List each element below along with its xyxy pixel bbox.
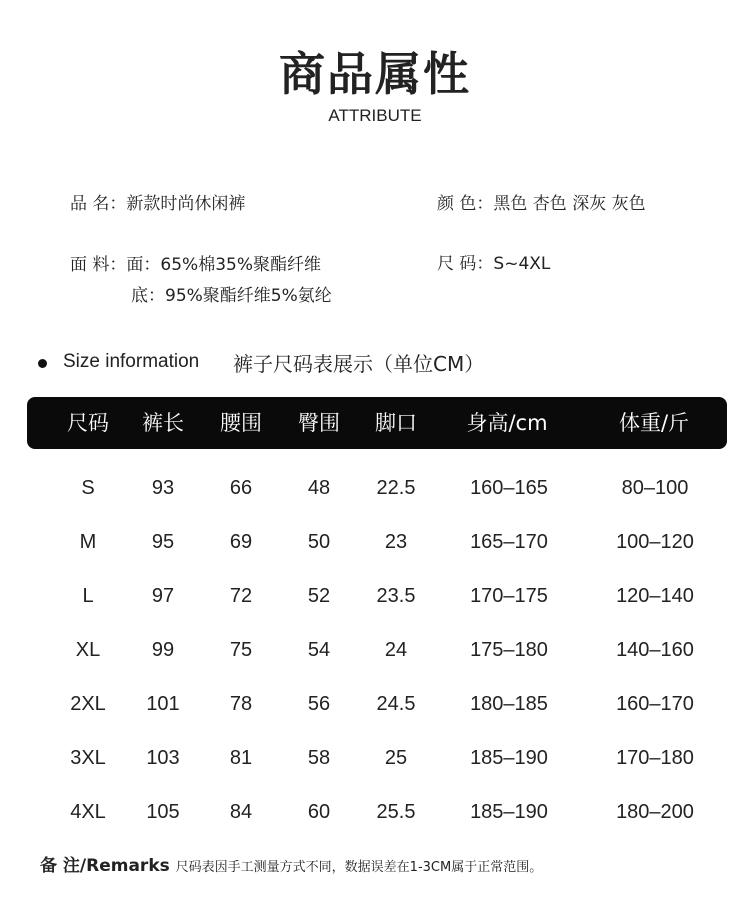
- cell-waist: 75: [229, 639, 253, 661]
- cell-height: 170–175: [470, 585, 548, 607]
- cell-weight: 80–100: [621, 477, 689, 499]
- cell-hem: 23: [384, 531, 408, 553]
- table-row: [0, 684, 750, 724]
- cell-height: 185–190: [470, 801, 548, 823]
- cell-length: 97: [151, 585, 175, 607]
- table-header: [27, 397, 727, 449]
- cell-height: 160–165: [470, 477, 548, 499]
- cell-size: 2XL: [70, 693, 106, 715]
- cell-length: 95: [151, 531, 175, 553]
- cell-waist: 72: [229, 585, 253, 607]
- cell-hip: 54: [307, 639, 331, 661]
- cell-hem: 25.5: [376, 801, 416, 823]
- attr-fabric-label: 面 料：: [70, 255, 127, 275]
- cell-length: 101: [146, 693, 180, 715]
- cell-waist: 81: [229, 747, 253, 769]
- cell-weight: 170–180: [616, 747, 694, 769]
- cell-size: 3XL: [70, 747, 106, 769]
- attr-color-value: 黑色 杏色 深灰 灰色: [493, 194, 646, 214]
- attr-name-value: 新款时尚休闲裤: [126, 194, 246, 214]
- header-cell-hip: 臀围: [298, 411, 340, 435]
- cell-waist: 84: [229, 801, 253, 823]
- cell-weight: 140–160: [616, 639, 694, 661]
- remarks: [40, 851, 542, 876]
- cell-size: 4XL: [70, 801, 106, 823]
- cell-height: 165–170: [470, 531, 548, 553]
- cell-hem: 24: [384, 639, 408, 661]
- attr-name-label: 品 名：: [70, 194, 127, 214]
- cell-size: S: [81, 477, 95, 499]
- cell-hem: 24.5: [376, 693, 416, 715]
- cell-waist: 78: [229, 693, 253, 715]
- cell-length: 99: [151, 639, 175, 661]
- cell-length: 103: [146, 747, 180, 769]
- table-row: [0, 738, 750, 778]
- header-cell-length: 裤长: [142, 411, 184, 435]
- cell-waist: 69: [229, 531, 253, 553]
- cell-length: 105: [146, 801, 180, 823]
- cell-weight: 160–170: [616, 693, 694, 715]
- attr-fabric-line1: 面：65%棉35%聚酯纤维: [126, 255, 321, 275]
- size-chart-title: 裤子尺码表展示（单位CM）: [233, 352, 485, 376]
- cell-size: XL: [75, 639, 101, 661]
- remarks-text: 尺码表因手工测量方式不同，数据误差在1-3CM属于正常范围。: [175, 860, 543, 875]
- cell-hem: 23.5: [376, 585, 416, 607]
- header-cell-waist: 腰围: [220, 411, 262, 435]
- cell-length: 93: [151, 477, 175, 499]
- cell-hip: 56: [307, 693, 331, 715]
- cell-hip: 48: [307, 477, 331, 499]
- cell-hip: 58: [307, 747, 331, 769]
- cell-height: 175–180: [470, 639, 548, 661]
- header-cell-size: 尺码: [67, 411, 109, 435]
- cell-hem: 25: [384, 747, 408, 769]
- attr-name: [70, 189, 245, 214]
- table-row: [0, 468, 750, 508]
- size-info-label: Size information: [63, 351, 200, 372]
- cell-height: 180–185: [470, 693, 548, 715]
- cell-height: 185–190: [470, 747, 548, 769]
- cell-size: L: [82, 585, 94, 607]
- cell-weight: 100–120: [616, 531, 694, 553]
- table-row: [0, 522, 750, 562]
- cell-weight: 180–200: [616, 801, 694, 823]
- cell-hip: 60: [307, 801, 331, 823]
- cell-hem: 22.5: [376, 477, 416, 499]
- remarks-label: 备 注/Remarks: [40, 856, 176, 876]
- header-cell-height: 身高/cm: [466, 411, 548, 435]
- header-cell-weight: 体重/斤: [618, 411, 690, 435]
- cell-waist: 66: [229, 477, 253, 499]
- attr-color: [437, 189, 646, 214]
- attr-size-value: S~4XL: [493, 254, 551, 274]
- page-subtitle: ATTRIBUTE: [328, 106, 422, 125]
- bullet-icon: [38, 359, 47, 368]
- attr-fabric: [70, 250, 321, 275]
- attr-size-label: 尺 码：: [437, 254, 494, 274]
- attr-size: [437, 249, 550, 274]
- cell-size: M: [79, 531, 97, 553]
- table-row: [0, 792, 750, 832]
- page-title: 商品属性: [279, 47, 471, 101]
- attr-color-label: 颜 色：: [437, 194, 494, 214]
- cell-hip: 50: [307, 531, 331, 553]
- cell-hip: 52: [307, 585, 331, 607]
- cell-weight: 120–140: [616, 585, 694, 607]
- attr-fabric-line2: 底：95%聚酯纤维5%氨纶: [131, 286, 332, 306]
- table-row: [0, 630, 750, 670]
- header-cell-hem: 脚口: [375, 411, 417, 435]
- table-row: [0, 576, 750, 616]
